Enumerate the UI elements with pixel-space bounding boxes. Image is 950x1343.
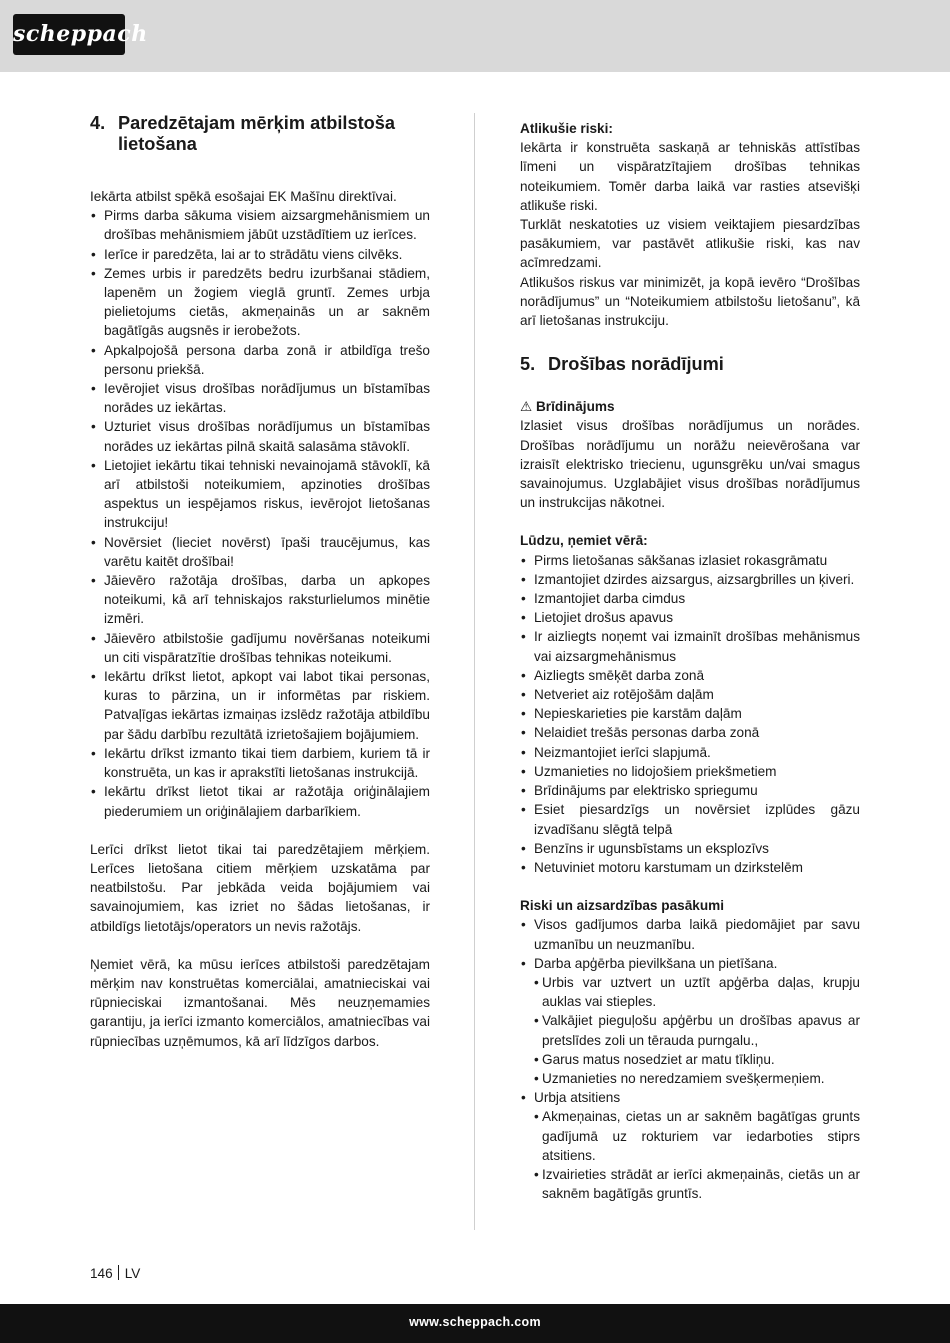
language-code: LV bbox=[124, 1266, 141, 1281]
list-item: • Esiet piesardzīgs un novērsiet izplūdes gāzu izvadīšanu slēgtā telpā bbox=[520, 800, 860, 838]
sub-list bbox=[520, 973, 860, 1088]
warning-icon: ⚠ bbox=[520, 399, 533, 415]
list-item: • Novērsiet (lieciet novērst) īpaši traucējumus, kas varētu kaitēt drošībai! bbox=[90, 533, 430, 571]
list-item: • Lietojiet iekārtu tikai tehniski nevainojamā stāvoklī, kā arī atbilstoši noteikumiem, apzinoties drošības aspektus un iespējamos riskus, ievērojot lietošanas instrukciju! bbox=[90, 456, 430, 533]
list-item: • Uzmanieties no lidojošiem priekšmetiem bbox=[520, 762, 860, 781]
website-url: www.scheppach.com bbox=[409, 1315, 541, 1329]
list-item-text: Urbja atsitiens bbox=[534, 1090, 621, 1106]
warning-text: Izlasiet visus drošības norādījumus un norādes. Drošības norādījumu un norāžu neievērošana var izraisīt elektrisko triecienu, ugunsgrēku un/vai smagus savainojumus. Uzglabājiet visus drošības norādījumus un instrukcijas nākotnei. bbox=[520, 418, 860, 511]
list-item: • Lietojiet drošus apavus bbox=[520, 608, 860, 627]
list-item: • Apkalpojošā persona darba zonā ir atbildīga trešo personu priekšā. bbox=[90, 341, 430, 379]
note-list bbox=[520, 551, 860, 877]
page-separator bbox=[118, 1265, 119, 1280]
list-item: • Iekārtu drīkst izmanto tikai tiem darbiem, kuriem tā ir konstruēta, un kas ir aprakstīti lietošanas instrukcijā. bbox=[90, 744, 430, 782]
list-item bbox=[520, 1088, 860, 1203]
list-item: • Visos gadījumos darba laikā piedomājiet par savu uzmanību un neuzmanību. bbox=[520, 915, 860, 953]
sub-list-item: • Akmeņainas, cietas un ar saknēm bagātīgas grunts gadījumā uz rokturiem var iedarboties stiprs atsitiens. bbox=[520, 1107, 860, 1165]
list-item: • Ir aizliegts noņemt vai izmainīt drošības mehānismus vai aizsargmehānismus bbox=[520, 627, 860, 665]
risks-title: Riski un aizsardzības pasākumi bbox=[520, 898, 724, 914]
list-item: • Jāievēro ražotāja drošības, darba un apkopes noteikumi, kā arī tehniskajos raksturlielumos minētie izmēri. bbox=[90, 571, 430, 629]
section-4-number: 4. bbox=[90, 113, 106, 133]
column-divider bbox=[474, 113, 475, 1230]
paragraph: Ņemiet vērā, ka mūsu ierīces atbilstoši paredzētajam mērķim nav konstruētas komerciālai, amatnieciskai vai rūpnieciskai izmantošanai. Mēs neuzņemamies garantiju, ja ierīci izmanto komerciālos, amatniecības vai rūpniecības uzņēmumos, kā arī līdzīgos darbos. bbox=[90, 956, 430, 1049]
list-item: • Izmantojiet dzirdes aizsargus, aizsargbrilles un ķiveri. bbox=[520, 570, 860, 589]
list-item: • Izmantojiet darba cimdus bbox=[520, 589, 860, 608]
list-item: • Jāievēro atbilstošie gadījumu novēršanas noteikumi un citi vispāratzītie drošības tehnikas noteikumi. bbox=[90, 629, 430, 667]
right-column bbox=[520, 113, 860, 1203]
list-item: • Pirms lietošanas sākšanas izlasiet rokasgrāmatu bbox=[520, 551, 860, 570]
note-title: Lūdzu, ņemiet vērā: bbox=[520, 533, 648, 549]
list-item: • Nepieskarieties pie karstām daļām bbox=[520, 704, 860, 723]
section-5-title: Drošības norādījumi bbox=[548, 354, 724, 375]
list-item: • Nelaidiet trešās personas darba zonā bbox=[520, 723, 860, 742]
sub-list-item: • Izvairieties strādāt ar ierīci akmeņainās, cietās un ar saknēm bagātīgās gruntīs. bbox=[520, 1165, 860, 1203]
warning-title: Brīdinājums bbox=[535, 399, 615, 415]
section-5-number: 5. bbox=[520, 354, 536, 375]
warning-heading bbox=[520, 397, 860, 416]
sub-list bbox=[520, 1107, 860, 1203]
list-item: • Ievērojiet visus drošības norādījumus un bīstamības norādes uz iekārtas. bbox=[90, 379, 430, 417]
page-number-block bbox=[90, 1265, 140, 1283]
list-item: • Aizliegts smēķēt darba zonā bbox=[520, 666, 860, 685]
list-item: • Ierīce ir paredzēta, lai ar to strādātu viens cilvēks. bbox=[90, 245, 430, 264]
paragraph: Lerīci drīkst lietot tikai tai paredzētajiem mērķiem. Lerīces lietošana citiem mērķiem uzskatāma par neatbilstošu. Par jebkāda veida bojājumiem vai savainojumiem, kas izriet no šādas lietošanas, ir atbildīgs lietotājs/operators un nevis ražotājs. bbox=[90, 841, 430, 934]
sub-list-item: • Garus matus nosedziet ar matu tīkliņu. bbox=[520, 1050, 860, 1069]
list-item: • Netveriet aiz rotējošām daļām bbox=[520, 685, 860, 704]
paragraph: Turklāt neskatoties uz visiem veiktajiem piesardzības pasākumiem, var pastāvēt atlikušie riski, kas nav acīmredzami. bbox=[520, 217, 860, 271]
page-header bbox=[0, 0, 950, 72]
section-5-heading bbox=[520, 354, 860, 375]
sub-list-item: • Urbis var uztvert un uztīt apģērba daļas, krupju auklas vai stieples. bbox=[520, 973, 860, 1011]
risks-list bbox=[520, 915, 860, 1203]
left-column bbox=[90, 113, 430, 1051]
section-4-heading bbox=[90, 113, 430, 155]
list-item bbox=[520, 954, 860, 1088]
list-item: • Iekārtu drīkst lietot tikai ar ražotāja oriģinālajiem piederumiem un oriģinālajiem darbarīkiem. bbox=[90, 782, 430, 820]
list-item: • Neizmantojiet ierīci slapjumā. bbox=[520, 743, 860, 762]
list-item-text: Darba apģērba pievilkšana un pietīšana. bbox=[534, 955, 778, 971]
intro-text: Iekārta atbilst spēkā esošajai EK Mašīnu direktīvai. bbox=[90, 189, 397, 204]
residual-risks-title: Atlikušie riski: bbox=[520, 121, 613, 136]
paragraph: Iekārta ir konstruēta saskaņā ar tehniskās attīstības līmeni un vispāratzītajiem drošības tehnikas noteikumiem. Tomēr darba laikā var rasties atsevišķi atlikuše riski. bbox=[520, 140, 860, 213]
brand-logo: scheppach bbox=[13, 14, 125, 55]
usage-list bbox=[90, 206, 430, 821]
paragraph: Atlikušos riskus var minimizēt, ja kopā ievēro “Drošības norādījumus” un “Noteikumiem atbilstošu lietošanu”, kā arī lietošanas instrukciju. bbox=[520, 274, 860, 329]
list-item: • Benzīns ir ugunsbīstams un eksplozīvs bbox=[520, 839, 860, 858]
list-item: • Netuviniet motoru karstumam un dzirkstelēm bbox=[520, 858, 860, 877]
list-item: • Brīdinājums par elektrisko spriegumu bbox=[520, 781, 860, 800]
sub-list-item: • Uzmanieties no neredzamiem svešķermeņiem. bbox=[520, 1069, 860, 1088]
page-number: 146 bbox=[90, 1266, 113, 1281]
list-item: • Zemes urbis ir paredzēts bedru izurbšanai stādiem, lapenēm un žogiem viegIā gruntī. Zemes urbja pielietojums cietās, akmeņainās un ar saknēm bagātīgās augsnēs ir ierobežots. bbox=[90, 264, 430, 341]
list-item: • Iekārtu drīkst lietot, apkopt vai labot tikai personas, kuras to pārzina, un ir informētas par riskiem. Patvaļīgas iekārtas izmaiņas izslēdz ražotāja atbildību par šādu darbību rezultātā izrietošajiem bojājumiem. bbox=[90, 667, 430, 744]
section-4-title: Paredzētajam mērķim atbilstoša lietošana bbox=[118, 113, 395, 154]
list-item: • Uzturiet visus drošības norādījumus un bīstamības norādes uz iekārtas pilnā skaitā salasāma stāvoklī. bbox=[90, 417, 430, 455]
sub-list-item: • Valkājiet pieguļošu apģērbu un drošības apavus ar pretslīdes zoli un tērauda purngalu., bbox=[520, 1011, 860, 1049]
list-item: • Pirms darba sākuma visiem aizsargmehānismiem un drošības mehānismiem jābūt uzstādītiem uz ierīces. bbox=[90, 206, 430, 244]
